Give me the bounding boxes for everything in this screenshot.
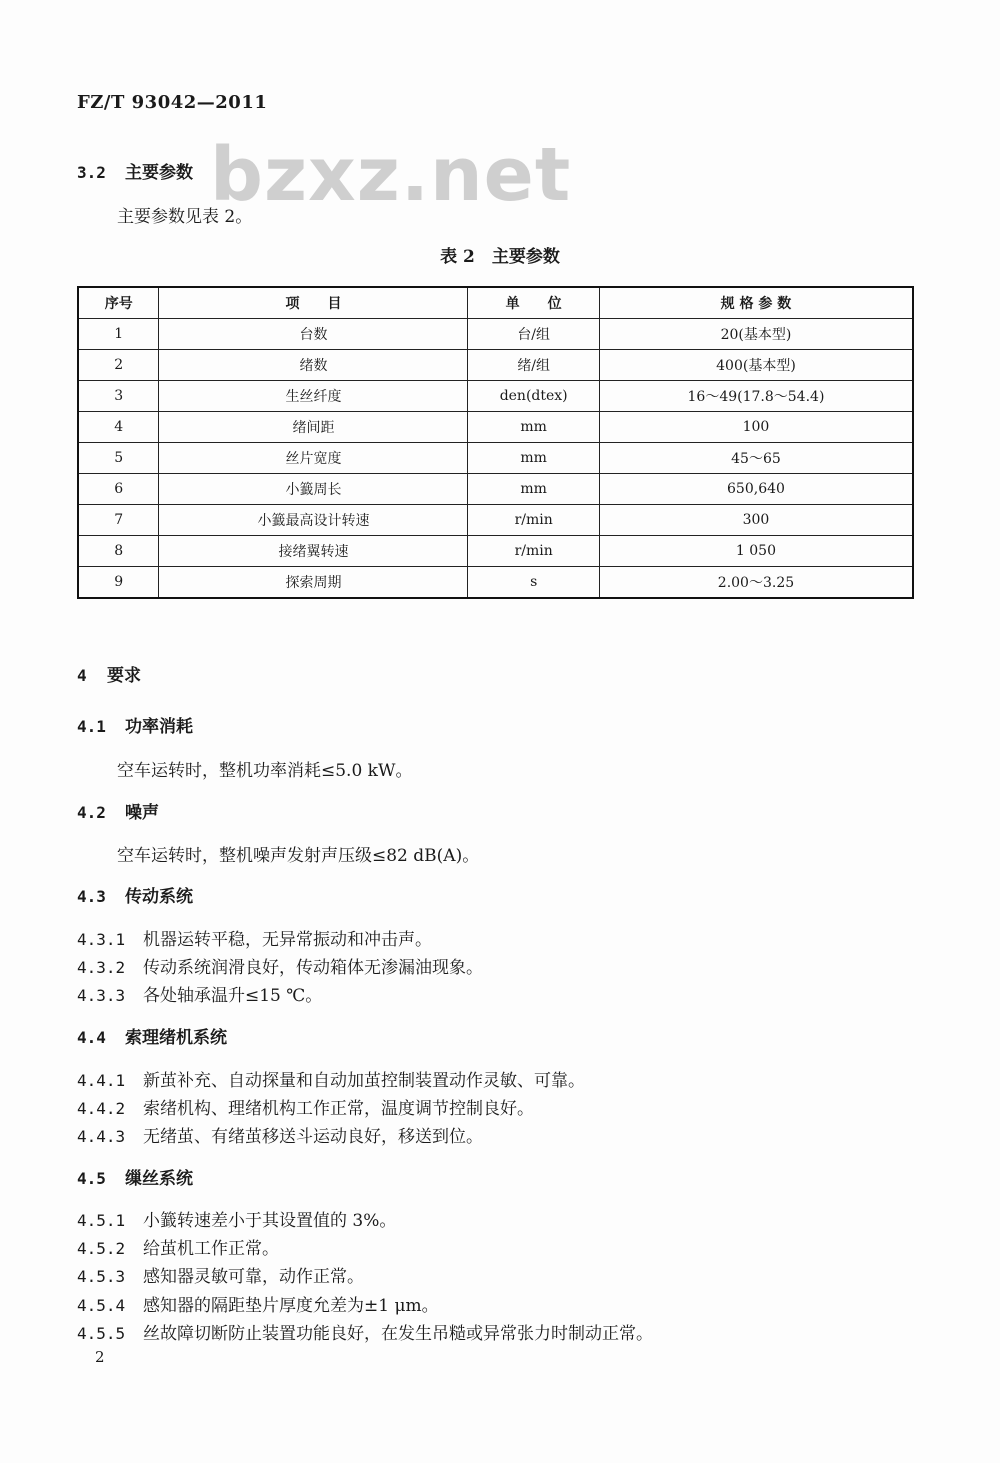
clause-text: 感知器的隔距垫片厚度允差为±1 μm。 bbox=[143, 1296, 439, 1316]
section-number: 4 bbox=[77, 666, 87, 685]
section-number: 4.1 bbox=[77, 717, 106, 736]
clause-text: 新茧补充、自动探量和自动加茧控制装置动作灵敏、可靠。 bbox=[143, 1071, 585, 1091]
section-number: 4.2 bbox=[77, 803, 106, 822]
cell-index: 3 bbox=[78, 381, 159, 412]
section-title: 噪声 bbox=[125, 803, 159, 823]
cell-spec: 20(基本型) bbox=[599, 319, 913, 350]
cell-index: 4 bbox=[78, 412, 159, 443]
clause-text: 小籖转速差小于其设置值的 3%。 bbox=[143, 1211, 397, 1231]
cell-index: 6 bbox=[78, 474, 159, 505]
cell-spec: 2.00～3.25 bbox=[599, 567, 913, 599]
section-4-2-text: 空车运转时，整机噪声发射声压级≤82 dB(A)。 bbox=[117, 846, 480, 866]
section-title: 索理绪机系统 bbox=[125, 1028, 227, 1048]
section-3-2-heading bbox=[77, 158, 193, 183]
cell-index: 2 bbox=[78, 350, 159, 381]
cell-spec: 16～49(17.8～54.4) bbox=[599, 381, 913, 412]
watermark: bzxz.net bbox=[210, 132, 572, 218]
cell-index: 8 bbox=[78, 536, 159, 567]
section-title: 主要参数 bbox=[125, 163, 193, 183]
col-header-unit: 单 位 bbox=[468, 287, 600, 319]
clause-4-5-1 bbox=[77, 1206, 396, 1231]
cell-unit: s bbox=[468, 567, 600, 599]
table-row bbox=[78, 567, 913, 599]
cell-spec: 1 050 bbox=[599, 536, 913, 567]
clause-number: 4.5.1 bbox=[77, 1211, 126, 1230]
cell-unit: r/min bbox=[468, 536, 600, 567]
table-caption: 表 2 主要参数 bbox=[440, 247, 560, 267]
section-3-2-text: 主要参数见表 2。 bbox=[117, 207, 253, 227]
clause-text: 各处轴承温升≤15 ℃。 bbox=[143, 986, 323, 1006]
cell-spec: 650,640 bbox=[599, 474, 913, 505]
section-4-heading bbox=[77, 661, 141, 686]
cell-spec: 400(基本型) bbox=[599, 350, 913, 381]
cell-item: 绪间距 bbox=[159, 412, 468, 443]
cell-index: 5 bbox=[78, 443, 159, 474]
cell-index: 1 bbox=[78, 319, 159, 350]
cell-unit: r/min bbox=[468, 505, 600, 536]
clause-4-5-2 bbox=[77, 1234, 279, 1259]
section-number: 3.2 bbox=[77, 163, 106, 182]
cell-unit: 台/组 bbox=[468, 319, 600, 350]
section-4-5-heading bbox=[77, 1164, 193, 1189]
cell-item: 丝片宽度 bbox=[159, 443, 468, 474]
clause-text: 无绪茧、有绪茧移送斗运动良好，移送到位。 bbox=[143, 1127, 483, 1147]
clause-4-4-2 bbox=[77, 1094, 534, 1119]
cell-item: 小籖最高设计转速 bbox=[159, 505, 468, 536]
table-row bbox=[78, 474, 913, 505]
parameters-table bbox=[77, 286, 914, 599]
clause-4-3-3 bbox=[77, 981, 322, 1006]
standard-header: FZ/T 93042—2011 bbox=[77, 92, 268, 113]
cell-unit: den(dtex) bbox=[468, 381, 600, 412]
table-row bbox=[78, 443, 913, 474]
clause-4-3-2 bbox=[77, 953, 483, 978]
section-title: 功率消耗 bbox=[125, 717, 193, 737]
clause-number: 4.3.3 bbox=[77, 986, 126, 1005]
clause-text: 索绪机构、理绪机构工作正常，温度调节控制良好。 bbox=[143, 1099, 534, 1119]
clause-text: 感知器灵敏可靠，动作正常。 bbox=[143, 1267, 364, 1287]
section-4-3-heading bbox=[77, 882, 193, 907]
clause-number: 4.4.3 bbox=[77, 1127, 126, 1146]
table-row bbox=[78, 505, 913, 536]
clause-4-4-3 bbox=[77, 1122, 483, 1147]
table-row bbox=[78, 381, 913, 412]
col-header-spec: 规 格 参 数 bbox=[599, 287, 913, 319]
section-title: 缫丝系统 bbox=[125, 1169, 193, 1189]
clause-text: 给茧机工作正常。 bbox=[143, 1239, 279, 1259]
cell-index: 9 bbox=[78, 567, 159, 599]
table-header-row bbox=[78, 287, 913, 319]
clause-4-4-1 bbox=[77, 1066, 585, 1091]
section-4-1-heading bbox=[77, 712, 193, 737]
section-number: 4.3 bbox=[77, 887, 106, 906]
cell-spec: 100 bbox=[599, 412, 913, 443]
clause-4-5-3 bbox=[77, 1262, 364, 1287]
cell-item: 接绪翼转速 bbox=[159, 536, 468, 567]
table-row bbox=[78, 319, 913, 350]
cell-spec: 300 bbox=[599, 505, 913, 536]
page-number: 2 bbox=[95, 1348, 105, 1366]
section-title: 传动系统 bbox=[125, 887, 193, 907]
section-number: 4.4 bbox=[77, 1028, 106, 1047]
clause-number: 4.5.3 bbox=[77, 1267, 126, 1286]
section-4-1-text: 空车运转时，整机功率消耗≤5.0 kW。 bbox=[117, 761, 413, 781]
section-title: 要求 bbox=[107, 666, 141, 686]
cell-item: 台数 bbox=[159, 319, 468, 350]
clause-4-5-5 bbox=[77, 1319, 653, 1344]
cell-unit: mm bbox=[468, 443, 600, 474]
clause-number: 4.3.2 bbox=[77, 958, 126, 977]
cell-spec: 45～65 bbox=[599, 443, 913, 474]
table-row bbox=[78, 412, 913, 443]
clause-text: 丝故障切断防止装置功能良好，在发生吊糙或异常张力时制动正常。 bbox=[143, 1324, 653, 1344]
clause-number: 4.4.1 bbox=[77, 1071, 126, 1090]
col-header-index: 序号 bbox=[78, 287, 159, 319]
section-number: 4.5 bbox=[77, 1169, 106, 1188]
cell-unit: mm bbox=[468, 474, 600, 505]
cell-unit: mm bbox=[468, 412, 600, 443]
clause-4-5-4 bbox=[77, 1291, 439, 1316]
clause-4-3-1 bbox=[77, 925, 432, 950]
clause-text: 机器运转平稳，无异常振动和冲击声。 bbox=[143, 930, 432, 950]
clause-text: 传动系统润滑良好，传动箱体无渗漏油现象。 bbox=[143, 958, 483, 978]
clause-number: 4.5.2 bbox=[77, 1239, 126, 1258]
clause-number: 4.3.1 bbox=[77, 930, 126, 949]
col-header-item: 项 目 bbox=[159, 287, 468, 319]
table-row bbox=[78, 350, 913, 381]
cell-item: 生丝纤度 bbox=[159, 381, 468, 412]
section-4-4-heading bbox=[77, 1023, 227, 1048]
cell-item: 探索周期 bbox=[159, 567, 468, 599]
cell-item: 小籖周长 bbox=[159, 474, 468, 505]
section-4-2-heading bbox=[77, 798, 159, 823]
clause-number: 4.5.4 bbox=[77, 1296, 126, 1315]
cell-index: 7 bbox=[78, 505, 159, 536]
cell-unit: 绪/组 bbox=[468, 350, 600, 381]
cell-item: 绪数 bbox=[159, 350, 468, 381]
clause-number: 4.5.5 bbox=[77, 1324, 126, 1343]
clause-number: 4.4.2 bbox=[77, 1099, 126, 1118]
table-row bbox=[78, 536, 913, 567]
